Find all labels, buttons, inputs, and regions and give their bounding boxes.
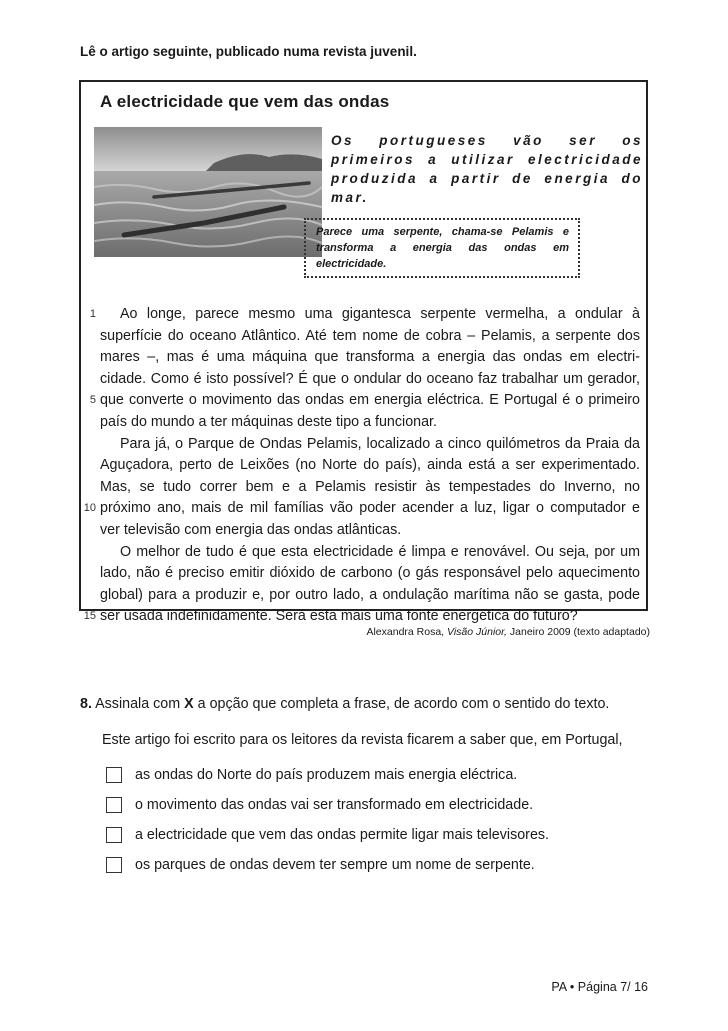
answer-checkbox[interactable] xyxy=(106,857,122,873)
answer-checkbox[interactable] xyxy=(106,827,122,843)
answer-option[interactable] xyxy=(102,820,549,850)
article-line: global) para a produzir e, por outro lado, a ondulação marítima não se gasta, pode xyxy=(100,586,640,603)
line-number xyxy=(78,455,96,477)
footer-separator: • xyxy=(569,980,575,994)
article-line: próximo ano, mais de mil famílias vão poder acender a luz, ligar o computador e xyxy=(100,500,640,517)
line-number xyxy=(78,563,96,585)
answer-option[interactable] xyxy=(102,790,549,820)
article-line: Para já, o Parque de Ondas Pelamis, localizado a cinco quilómetros da Praia da xyxy=(120,435,640,452)
article-line: mares –, mas é uma máquina que transforma a energia das ondas em electri- xyxy=(100,349,640,366)
answer-checkbox[interactable] xyxy=(106,797,122,813)
answer-checkbox[interactable] xyxy=(106,767,122,783)
answer-option-label: os parques de ondas devem ter sempre um nome de serpente. xyxy=(135,857,535,873)
line-number xyxy=(78,542,96,564)
source-publication: Visão Júnior, xyxy=(447,626,507,638)
line-numbers xyxy=(78,304,96,628)
exam-code: PA xyxy=(551,980,567,994)
question-stem: Este artigo foi escrito para os leitores da revista ficarem a saber que, em Portugal, xyxy=(102,732,623,748)
article-line: que converte o movimento das ondas em energia eléctrica. E Portugal é o primeiro xyxy=(100,392,640,409)
callout-box: Parece uma serpente, chama-se Pelamis e transforma a energia das ondas em electricidade. xyxy=(304,218,580,278)
article-line: superfície do oceano Atlântico. Até tem nome de cobra – Pelamis, a serpente dos xyxy=(100,327,640,344)
article-line: Mas, se tudo correr bem e a Pelamis resistir às tempestades do Inverno, no xyxy=(100,478,640,495)
page-number: Página 7/ 16 xyxy=(577,980,648,994)
article-line: Ao longe, parece mesmo uma gigantesca serpente vermelha, a ondular à xyxy=(120,306,640,322)
answer-options xyxy=(102,760,549,880)
line-number: 15 xyxy=(83,610,96,623)
article-line: ser usada indefinidamente. Será esta mais uma fonte energética do futuro? xyxy=(100,608,578,625)
intro-text: Lê o artigo seguinte, publicado numa revista juvenil. xyxy=(80,44,417,59)
article-line: O melhor de tudo é que esta electricidade é limpa e renovável. Ou seja, por um xyxy=(120,543,640,560)
answer-option-label: as ondas do Norte do país produzem mais energia eléctrica. xyxy=(135,767,518,783)
line-number xyxy=(78,347,96,369)
article-line: lado, não é preciso emitir dióxido de carbono (o gás responsável pelo aquecimento xyxy=(100,565,640,582)
line-number xyxy=(78,477,96,499)
line-number xyxy=(78,585,96,607)
line-number: 1 xyxy=(89,308,96,320)
article-line: Aguçadora, perto de Leixões (no Norte do país), ainda está a ser experimentado. xyxy=(100,457,640,474)
line-number xyxy=(78,326,96,348)
mark-symbol: X xyxy=(184,696,194,712)
article-line: ver televisão com energia das ondas atlânticas. xyxy=(100,521,402,538)
source-author: Alexandra Rosa, xyxy=(366,626,445,638)
line-number xyxy=(78,369,96,391)
article-title: A electricidade que vem das ondas xyxy=(100,92,390,111)
answer-option[interactable] xyxy=(102,850,549,880)
line-number xyxy=(78,520,96,542)
question-number: 8. xyxy=(80,696,92,712)
article-line: país do mundo a ter máquinas deste tipo a funcionar. xyxy=(100,413,437,430)
answer-option[interactable] xyxy=(102,760,549,790)
article-source xyxy=(366,626,650,638)
question-instruction: 8. Assinala com X a opção que completa a frase, de acordo com o sentido do texto. xyxy=(80,696,610,712)
wave-energy-photo xyxy=(94,127,322,257)
article-line: cidade. Como é isto possível? É que o ondular do oceano faz trabalhar um gerador, xyxy=(100,370,640,387)
line-number: 5 xyxy=(89,394,96,407)
line-number: 10 xyxy=(83,502,96,515)
answer-option-label: a electricidade que vem das ondas permite ligar mais televisores. xyxy=(135,827,550,843)
page-footer xyxy=(551,980,648,994)
answer-option-label: o movimento das ondas vai ser transformado em electricidade. xyxy=(135,797,534,813)
line-number xyxy=(78,434,96,456)
line-number xyxy=(78,412,96,434)
article-body xyxy=(100,304,640,628)
article-lead: Os portugueses vão ser os primeiros a utilizar electricidade produzida a partir de energia do mar. xyxy=(331,133,643,205)
source-date: Janeiro 2009 (texto adaptado) xyxy=(509,626,650,638)
question-8 xyxy=(80,696,650,873)
